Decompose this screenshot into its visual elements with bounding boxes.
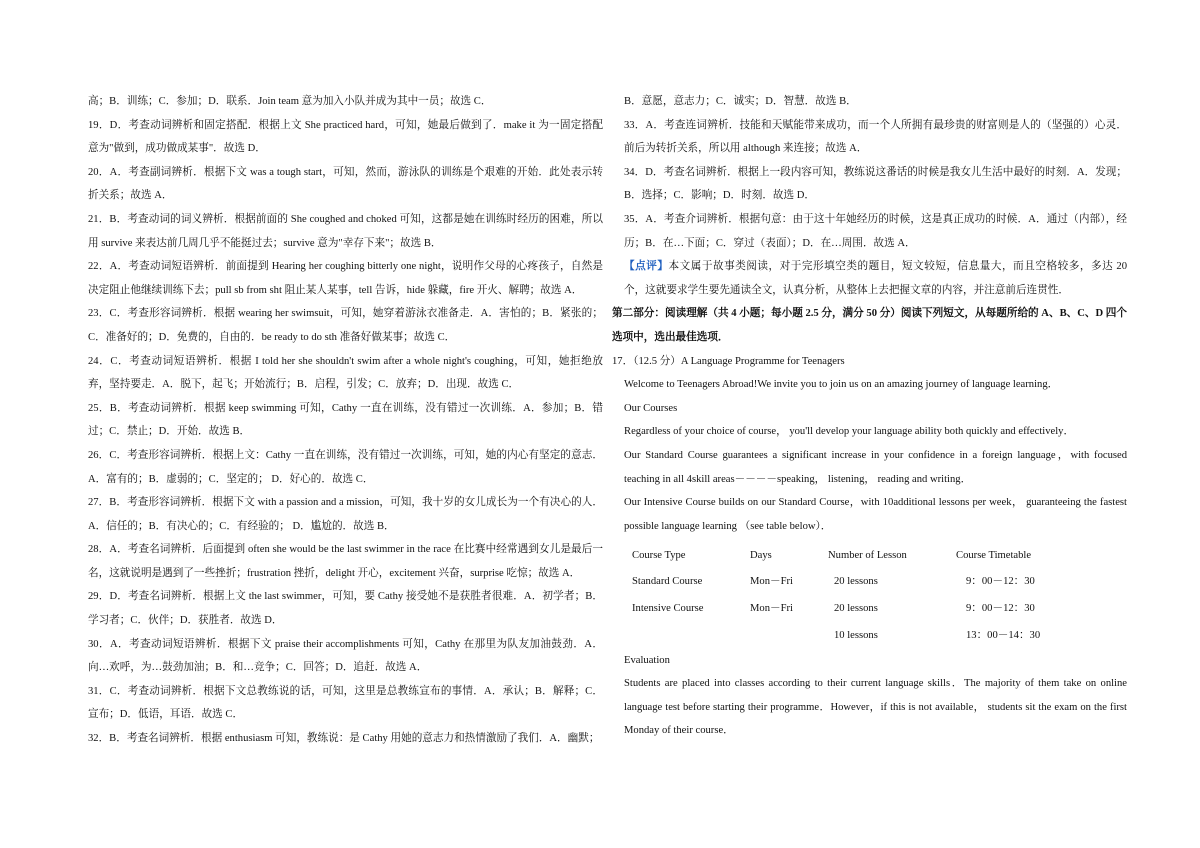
table-cell (624, 622, 746, 649)
comment-paragraph (612, 255, 1127, 302)
answer-explanation: 28．A．考查名词辨析．后面提到 often she would be the last swimmer in the race 在比赛中经常遇到女儿是最后一名，这就说明是遇到了一些挫折；frustration 挫折，delight 开心，excitement 兴奋，surprise 吃惊；故选 A． (88, 544, 603, 579)
table-cell: 10 lessons (834, 629, 878, 641)
passage-paragraph: Regardless of your choice of course， you'll develop your language ability both quickly and effectively． (624, 426, 1075, 438)
passage-paragraph: Our Intensive Course builds on our Standard Course，with 10additional lessons per week， guaranteeing the fastest possible language learning （see table below）． (624, 497, 1127, 532)
comment-tag: 【点评】 (624, 261, 669, 273)
table-header-cell: Days (750, 549, 772, 561)
answer-explanation: 19．D．考查动词辨析和固定搭配．根据上文 She practiced hard，可知，她最后做到了．make it 为一固定搭配意为"做到，成功做成某事"．故选 D． (88, 119, 603, 155)
answer-explanation: 23．C．考查形容词辨析．根据 wearing her swimsuit，可知，她穿着游泳衣准备走．A．害怕的；B．紧张的；C．准备好的；D．免费的，自由的．be ready to do sth 准备好做某事；故选 C． (88, 308, 603, 343)
courses-heading: Our Courses (624, 402, 678, 414)
table-cell: 13：00－14：30 (966, 629, 1041, 641)
table-cell: Standard Course (632, 576, 703, 588)
passage-paragraph: Our Standard Course guarantees a significant increase in your confidence in a foreign language，with focused teaching in all 4skill areas－－－－speaking， listening， reading and writing． (624, 449, 1127, 485)
table-header-cell: Course Type (632, 549, 686, 561)
table-header-cell: Number of Lesson (828, 549, 907, 561)
table-cell: Mon－Fri (750, 602, 793, 614)
answer-explanation: 30．A．考查动词短语辨析．根据下文 praise their accomplishments 可知，Cathy 在那里为队友加油鼓劲．A．向…欢呼，为…鼓劲加油；B．和…竞争；C．回答；D．追赶．故选 A． (88, 638, 603, 674)
answer-explanation: 26．C．考查形容词辨析．根据上文：Cathy 一直在训练，没有错过一次训练，可知，她的内心有坚定的意志．A．富有的；B．虚弱的；C．坚定的； D．好心的．故选 C． (88, 449, 603, 485)
answer-explanation: 24．C．考查动词短语辨析．根据 I told her she shouldn't swim after a whole night's coughing，可知，她拒绝放弃，坚持要走．A．脱下，起飞；开始流行；B．启程，引发；C．放弃；D．出现．故选 C． (88, 355, 603, 391)
table-header-cell: Course Timetable (956, 549, 1032, 561)
passage-welcome: Welcome to Teenagers Abroad!We invite you to join us on an amazing journey of language learning． (624, 379, 1059, 391)
course-table (624, 542, 1096, 648)
answer-explanation: 高；B．训练；C．参加；D．联系．Join team 意为加入小队并成为其中一员；故选 C． (88, 96, 492, 107)
table-cell: Mon－Fri (750, 576, 793, 588)
answer-explanation: 20．A．考查副词辨析．根据下文 was a tough start，可知，然而，游泳队的训练是个艰难的开始．此处表示转折关系；故选 A． (88, 166, 603, 202)
answer-explanation: 31．C．考查动词辨析．根据下文总教练说的话，可知，这里是总教练宣布的事情．A．承认；B．解释；C．宣布；D．低语，耳语．故选 C． (88, 685, 603, 721)
answer-explanation: B．意愿，意志力；C．诚实；D．智慧．故选 B． (624, 96, 857, 107)
answer-explanation: 21．B．考查动词的词义辨析．根据前面的 She coughed and choked 可知，这都是她在训练时经历的困难，所以用 survive 来表达前几周几乎不能挺过去；survive 意为"幸存下来"；故选 B． (88, 213, 603, 249)
answer-explanation: 27．B．考查形容词辨析．根据下文 with a passion and a mission，可知，我十岁的女儿成长为一个有决心的人．A．信任的；B．有决心的；C．有经验的； D．尴尬的．故选 B． (88, 497, 603, 532)
table-row (624, 569, 1096, 596)
left-column (88, 90, 603, 751)
answer-explanation: 35．A．考查介词辨析．根据句意：由于这十年她经历的时候，这是真正成功的时候．A．通过（内部），经历；B．在…下面；C．穿过（表面）；D．在…周围．故选 A． (624, 213, 1127, 249)
table-cell: 9：00－12：30 (966, 576, 1035, 588)
table-cell: 9：00－12：30 (966, 602, 1035, 614)
table-row (624, 622, 1096, 649)
answer-explanation: 34．D．考查名词辨析．根据上一段内容可知，教练说这番话的时候是我女儿生活中最好的时刻．A．发现；B．选择；C．影响；D．时刻．故选 D． (624, 166, 1127, 202)
table-cell: 20 lessons (834, 602, 878, 614)
answer-explanation: 29．D．考查名词辨析．根据上文 the last swimmer，可知，要 Cathy 接受她不是获胜者很难．A．初学者；B．学习者；C．伙伴；D．获胜者．故选 D． (88, 591, 603, 627)
table-cell: 20 lessons (834, 576, 878, 588)
table-cell (746, 622, 820, 649)
evaluation-heading: Evaluation (624, 654, 670, 666)
answer-explanation: 25．B．考查动词辨析．根据 keep swimming 可知，Cathy 一直在训练，没有错过一次训练．A．参加；B．错过；C．禁止；D．开始．故选 B． (88, 402, 603, 438)
answer-explanation: 22．A．考查动词短语辨析．前面提到 Hearing her coughing bitterly one night，说明作父母的心疼孩子，自然是决定阻止他继续训练下去；pull sb from sht 阻止某人某事，tell 告诉，hide 躲藏，fire 开火、解聘；故选 A． (88, 261, 603, 296)
right-column (612, 90, 1127, 743)
answer-explanation: 32．B．考查名词辨析．根据 enthusiasm 可知，教练说：是 Cathy 用她的意志力和热情激励了我们．A．幽默； (88, 733, 600, 745)
answer-explanation: 33．A．考查连词辨析．技能和天赋能带来成功，而一个人所拥有最珍贵的财富则是人的（坚强的）心灵．前后为转折关系，所以用 although 来连接；故选 A． (624, 119, 1127, 155)
passage-paragraph: Students are placed into classes according to their current language skills．The majority of them take on online language test before starting their programme．However，if this is not available， students sit the exam on the first Monday of their course． (624, 678, 1127, 737)
question-title: 17．（12.5 分）A Language Programme for Teenagers (612, 355, 845, 367)
table-cell: Intensive Course (632, 602, 704, 614)
table-header-row (624, 542, 1096, 569)
section-heading: 第二部分：阅读理解（共 4 小题；每小题 2.5 分，满分 50 分）阅读下列短文，从每题所给的 A、B、C、D 四个选项中，选出最佳选项． (612, 308, 1127, 343)
table-row (624, 595, 1096, 622)
comment-text: 本文属于故事类阅读，对于完形填空类的题目，短文较短，信息量大，而且空格较多，多达 20 个，这就要求学生要先通读全文，认真分析，从整体上去把握文章的内容，并注意前后连贯性． (624, 261, 1127, 296)
